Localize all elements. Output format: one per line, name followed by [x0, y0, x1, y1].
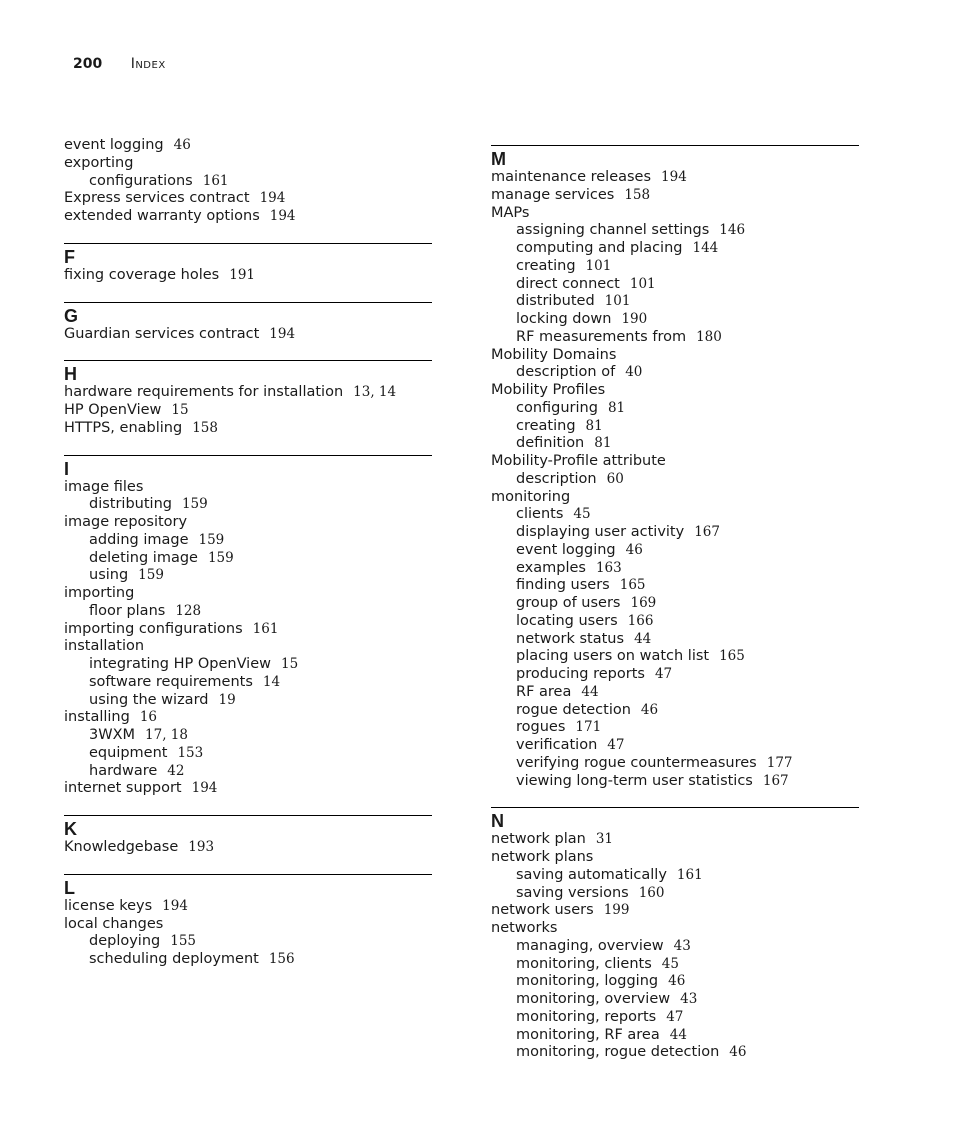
index-entry [491, 453, 859, 471]
index-entry [491, 169, 859, 187]
index-entry [64, 384, 432, 402]
page-reference: 44 [669, 1026, 687, 1043]
index-subentry [491, 364, 859, 382]
index-subentry [491, 542, 859, 560]
page-reference: 81 [607, 399, 626, 416]
page-reference: 44 [634, 630, 652, 647]
page-reference: 158 [192, 419, 218, 436]
page-number: 200 [73, 56, 103, 72]
entry-term: configuring [516, 399, 598, 416]
index-entry [64, 638, 432, 656]
entry-term: creating [516, 257, 576, 274]
section-letter: F [64, 246, 75, 267]
page-reference: 60 [606, 470, 624, 487]
page-reference: 45 [573, 506, 591, 523]
section-letter: L [64, 877, 75, 898]
page-reference: 160 [638, 884, 665, 901]
entry-term: monitoring, clients [516, 955, 652, 972]
index-column-right [491, 145, 859, 1079]
index-subentry [64, 173, 432, 191]
page-reference: 193 [188, 839, 215, 855]
page-reference: 47 [607, 737, 625, 753]
page-reference: 169 [630, 595, 657, 611]
entry-term: installing [64, 709, 130, 726]
index-subentry [491, 755, 859, 773]
section-letter: G [64, 305, 79, 326]
index-subentry [64, 745, 432, 763]
entry-term: fixing coverage holes [64, 266, 220, 283]
page-reference: 44 [581, 683, 599, 700]
entry-term: internet support [64, 780, 182, 797]
entry-term: distributing [89, 496, 172, 513]
index-entry [491, 902, 859, 920]
entry-term: monitoring, reports [516, 1008, 657, 1025]
section-letter: M [491, 149, 506, 169]
page-reference: 191 [229, 266, 256, 283]
index-entry [64, 137, 432, 155]
index-subentry [491, 276, 859, 294]
entry-term: locating users [516, 612, 618, 629]
index-entry [491, 831, 859, 849]
index-subentry [64, 603, 432, 621]
entry-term: locking down [516, 311, 612, 327]
entry-term: using [89, 567, 129, 584]
page-reference: 194 [259, 190, 286, 207]
entry-term: hardware requirements for installation [64, 384, 344, 401]
index-entry [491, 205, 859, 223]
entry-term: monitoring, rogue detection [516, 1044, 720, 1061]
index-entry [64, 585, 432, 603]
index-subentry [491, 666, 859, 684]
entry-term: installation [64, 638, 145, 655]
page-reference: 46 [640, 701, 659, 718]
page-reference: 159 [198, 531, 225, 548]
index-subentry [491, 613, 859, 631]
index-subentry [64, 674, 432, 692]
index-subentry [491, 1027, 859, 1045]
page-reference: 194 [269, 325, 296, 342]
index-entry [64, 208, 432, 226]
page-reference: 46 [173, 137, 191, 153]
page-reference: 47 [666, 1008, 684, 1025]
entry-term: description of [516, 364, 616, 381]
index-entry [64, 621, 432, 639]
page-reference: 155 [170, 933, 197, 950]
entry-term: hardware [89, 762, 158, 779]
page-reference: 40 [625, 364, 643, 381]
entry-term: event logging [64, 137, 164, 153]
index-entry [64, 839, 432, 857]
index-entry [64, 420, 432, 438]
entry-term: networks [491, 920, 558, 936]
page-reference: 101 [585, 257, 612, 274]
index-section [64, 874, 432, 969]
index-subentry [64, 951, 432, 969]
entry-term: MAPs [491, 204, 530, 221]
index-section [491, 807, 859, 1062]
entry-term: event logging [516, 541, 616, 558]
index-section [64, 302, 432, 344]
entry-term: deleting image [89, 549, 198, 566]
entry-term: maintenance releases [491, 169, 652, 185]
index-subentry [491, 560, 859, 578]
entry-term: verifying rogue countermeasures [516, 754, 757, 771]
index-subentry [491, 311, 859, 329]
index-section [64, 815, 432, 857]
index-subentry [491, 524, 859, 542]
entry-term: image repository [64, 514, 188, 530]
entry-term: importing [64, 585, 135, 601]
entry-term: rogues [516, 719, 566, 736]
entry-term: image files [64, 478, 144, 495]
page-reference: 194 [661, 169, 687, 185]
entry-term: computing and placing [516, 240, 683, 256]
entry-term: network users [491, 902, 594, 919]
index-entry [64, 514, 432, 532]
index-subentry [491, 329, 859, 347]
index-entry [491, 920, 859, 938]
entry-term: monitoring [491, 488, 571, 505]
entry-term: monitoring, logging [516, 973, 659, 990]
page-reference: 194 [162, 897, 188, 914]
entry-term: network status [516, 630, 625, 647]
page-reference: 101 [604, 293, 631, 310]
page-reference: 165 [619, 577, 646, 594]
page-reference: 19 [218, 691, 236, 708]
index-section [64, 243, 432, 285]
entry-term: license keys [64, 897, 153, 914]
index-subentry [491, 258, 859, 276]
entry-term: integrating HP OpenView [89, 656, 271, 672]
index-subentry [491, 400, 859, 418]
entry-term: network plan [491, 831, 586, 848]
index-subentry [491, 648, 859, 666]
index-entry [491, 187, 859, 205]
entry-term: software requirements [89, 673, 253, 690]
index-subentry [491, 702, 859, 720]
page-reference: 16 [139, 709, 158, 726]
page-reference: 159 [138, 567, 164, 584]
running-title: Index [130, 56, 166, 72]
index-entry [64, 898, 432, 916]
index-subentry [491, 938, 859, 956]
page-reference: 43 [673, 937, 691, 954]
entry-term: finding users [516, 577, 610, 594]
index-entry [64, 916, 432, 934]
index-subentry [491, 631, 859, 649]
page-reference: 14 [262, 673, 281, 690]
entry-term: saving automatically [516, 866, 667, 883]
page-reference: 159 [181, 496, 208, 513]
index-subentry [491, 471, 859, 489]
page-reference: 171 [575, 719, 602, 736]
index-entry [64, 267, 432, 285]
page-reference: 199 [603, 902, 630, 919]
index-subentry [64, 727, 432, 745]
page-reference: 81 [585, 417, 603, 434]
page-reference: 158 [624, 186, 651, 203]
entry-term: displaying user activity [516, 524, 685, 540]
index-entry [491, 489, 859, 507]
index-subentry [64, 567, 432, 585]
index-subentry [491, 577, 859, 595]
entry-term: definition [516, 435, 585, 452]
page-reference: 31 [595, 831, 613, 848]
entry-term: placing users on watch list [516, 648, 710, 665]
entry-term: Mobility Domains [491, 346, 617, 363]
index-subentry [491, 973, 859, 991]
page-reference: 15 [281, 656, 299, 672]
entry-term: extended warranty options [64, 208, 260, 224]
page-reference: 46 [668, 973, 686, 990]
page-reference: 42 [167, 762, 185, 779]
entry-term: importing configurations [64, 620, 243, 637]
page-reference: 161 [252, 620, 279, 637]
index-subentry [491, 506, 859, 524]
page-reference: 159 [207, 549, 234, 566]
index-subentry [491, 867, 859, 885]
page-reference: 190 [621, 311, 648, 327]
page-reference: 17, 18 [145, 727, 188, 743]
page-reference: 163 [595, 559, 622, 576]
page-reference: 15 [171, 402, 189, 418]
index-entry [491, 849, 859, 867]
entry-term: HP OpenView [64, 402, 162, 418]
index-subentry [491, 240, 859, 258]
entry-term: clients [516, 506, 564, 523]
entry-term: exporting [64, 154, 134, 171]
entry-term: using the wizard [89, 691, 209, 708]
index-entry [491, 347, 859, 365]
entry-term: HTTPS, enabling [64, 419, 183, 436]
entry-term: RF measurements from [516, 328, 687, 345]
index-subentry [64, 692, 432, 710]
entry-term: verification [516, 737, 598, 753]
page-reference: 46 [625, 541, 643, 558]
entry-term: configurations [89, 172, 193, 189]
entry-term: scheduling deployment [89, 951, 259, 967]
index-column-left [64, 137, 432, 986]
entry-term: Mobility-Profile attribute [491, 453, 666, 469]
index-subentry [64, 763, 432, 781]
entry-term: producing reports [516, 666, 645, 682]
page-reference: 177 [766, 754, 793, 771]
index-subentry [64, 656, 432, 674]
index-subentry [491, 773, 859, 791]
index-entry [64, 479, 432, 497]
entry-term: group of users [516, 595, 621, 611]
page-reference: 194 [269, 208, 296, 224]
index-section [64, 360, 432, 437]
entry-term: Knowledgebase [64, 839, 179, 855]
page-reference: 156 [268, 951, 295, 967]
index-entry [64, 780, 432, 798]
index-subentry [491, 719, 859, 737]
index-entry [64, 155, 432, 173]
page-header [73, 56, 166, 72]
index-subentry [491, 956, 859, 974]
entry-term: manage services [491, 186, 615, 203]
index-subentry [491, 1044, 859, 1062]
page-reference: 180 [696, 328, 722, 345]
page-reference: 167 [762, 772, 789, 789]
page-reference: 166 [627, 612, 654, 629]
page-reference: 46 [729, 1044, 747, 1061]
section-letter: K [64, 819, 77, 839]
index-subentry [491, 991, 859, 1009]
entry-term: adding image [89, 531, 189, 548]
page-reference: 194 [191, 780, 218, 797]
index-subentry [64, 496, 432, 514]
index-subentry [491, 684, 859, 702]
index-section [491, 145, 859, 790]
page-reference: 144 [692, 240, 719, 256]
entry-term: viewing long-term user statistics [516, 772, 753, 789]
index-entry [64, 190, 432, 208]
entry-term: managing, overview [516, 937, 664, 954]
page-reference: 146 [719, 222, 746, 239]
entry-term: saving versions [516, 884, 629, 901]
entry-term: direct connect [516, 275, 620, 292]
section-letter: H [64, 364, 77, 385]
index-subentry [64, 550, 432, 568]
page-reference: 167 [694, 524, 720, 540]
index-subentry [491, 293, 859, 311]
section-letter: I [64, 458, 70, 479]
index-subentry [491, 885, 859, 903]
index-entry [64, 402, 432, 420]
index-subentry [491, 222, 859, 240]
entry-term: floor plans [89, 602, 166, 619]
entry-term: Mobility Profiles [491, 382, 606, 398]
page-reference: 165 [719, 648, 745, 665]
entry-term: rogue detection [516, 701, 631, 718]
entry-term: monitoring, overview [516, 991, 671, 1007]
index-subentry [64, 933, 432, 951]
index-subentry [491, 418, 859, 436]
page-reference: 161 [202, 172, 229, 189]
entry-term: monitoring, RF area [516, 1026, 660, 1043]
entry-term: Express services contract [64, 190, 250, 207]
section-letter: N [491, 811, 504, 832]
index-entry [64, 709, 432, 727]
index-entry [64, 326, 432, 344]
page-reference: 43 [680, 991, 698, 1007]
entry-term: assigning channel settings [516, 222, 710, 239]
entry-term: examples [516, 559, 586, 576]
page-reference: 128 [175, 602, 202, 619]
index-subentry [491, 595, 859, 613]
entry-term: RF area [516, 683, 572, 700]
page-reference: 47 [654, 666, 673, 682]
entry-term: network plans [491, 849, 594, 865]
page-reference: 161 [676, 866, 703, 883]
index-subentry [491, 1009, 859, 1027]
entry-term: distributed [516, 293, 595, 310]
entry-term: Guardian services contract [64, 325, 260, 342]
entry-term: equipment [89, 744, 168, 761]
page-reference: 101 [629, 275, 656, 292]
index-entry [491, 382, 859, 400]
index-subentry [491, 435, 859, 453]
entry-term: deploying [89, 933, 161, 950]
page-reference: 153 [177, 744, 204, 761]
index-section [64, 137, 432, 226]
page-reference: 81 [594, 435, 612, 452]
entry-term: description [516, 470, 597, 487]
entry-term: creating [516, 417, 576, 434]
page-reference: 13, 14 [353, 384, 397, 401]
page-reference: 45 [661, 955, 679, 972]
entry-term: 3WXM [89, 727, 136, 743]
index-subentry [64, 532, 432, 550]
entry-term: local changes [64, 915, 164, 932]
index-subentry [491, 737, 859, 755]
index-section [64, 455, 432, 799]
